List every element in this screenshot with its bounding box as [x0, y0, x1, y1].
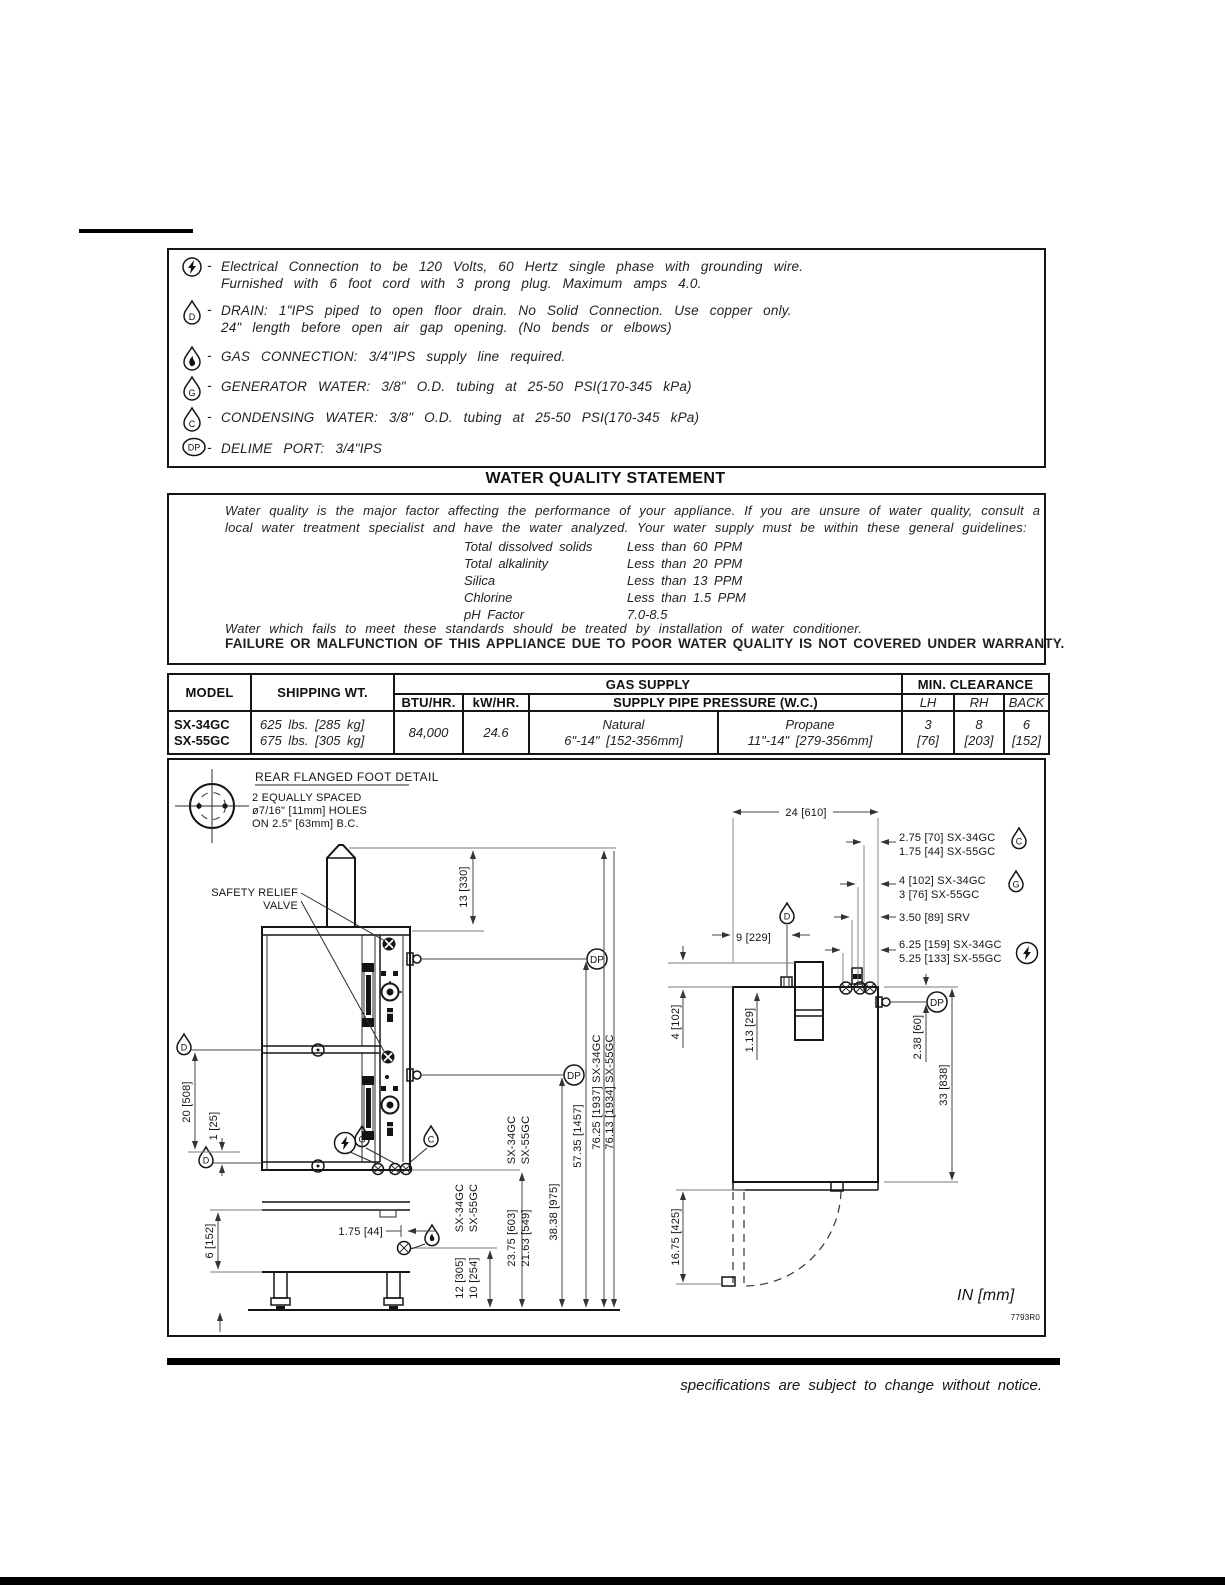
model-label: SX-34GC — [454, 1183, 466, 1233]
foot-detail-title: REAR FLANGED FOOT DETAIL — [255, 770, 439, 784]
dim-20: 20 [508] — [181, 1081, 193, 1123]
cell-btu: 84,000 — [394, 711, 463, 754]
dim-24: 24 [610] — [785, 807, 827, 819]
safety-relief-label2: VALVE — [263, 900, 298, 912]
svg-text:G: G — [1012, 879, 1020, 890]
col-pressure: SUPPLY PIPE PRESSURE (W.C.) — [529, 694, 902, 711]
cell-lh: 3 [76] — [902, 711, 954, 754]
cell-natural: Natural 6"-14" [152-356mm] — [529, 711, 718, 754]
dim-6: 6 [152] — [204, 1223, 216, 1259]
gas-icon — [181, 345, 207, 376]
note-dash: - — [207, 409, 212, 424]
footer-note: specifications are subject to change without notice. — [680, 1377, 1042, 1394]
svg-text:D: D — [783, 911, 791, 922]
svg-text:DP: DP — [187, 442, 201, 453]
dim-7613: 76.13 [1934] SX-55GC — [604, 1034, 616, 1150]
svg-text:D: D — [188, 312, 196, 322]
cell-propane: Propane 11"-14" [279-356mm] — [718, 711, 902, 754]
front-view — [248, 845, 620, 1310]
foot-detail-symbol — [175, 769, 249, 843]
note-dash: - — [207, 348, 212, 363]
model-label: SX-55GC — [520, 1115, 532, 1165]
electrical-icon — [1017, 943, 1038, 964]
wq-label: Total dissolved solids — [464, 539, 593, 554]
dp-label: DP — [567, 1071, 581, 1082]
water-quality-box — [167, 493, 1065, 665]
drain-icon — [177, 1034, 191, 1055]
model-label: SX-55GC — [468, 1183, 480, 1233]
generator-water-icon — [1009, 871, 1023, 892]
utility-connections — [373, 1164, 521, 1175]
dim-1: 1 [25] — [208, 1111, 220, 1141]
wq-closing: Water which fails to meet these standards should be treated by installation of water conditioner. — [225, 621, 863, 636]
front-view-symbols — [177, 887, 439, 1249]
svg-text:G: G — [188, 388, 196, 398]
dp-label: DP — [590, 955, 604, 966]
col-shipping: SHIPPING WT. — [251, 674, 394, 711]
dim-113: 1.13 [29] — [744, 1007, 756, 1053]
col-min-clearance: MIN. CLEARANCE — [902, 674, 1049, 694]
drawing-number: 7793R0 — [1010, 1313, 1040, 1322]
dp-label: DP — [930, 998, 944, 1009]
dim-srv: 3.50 [89] SRV — [899, 912, 970, 924]
dim-175: 1.75 [44] — [338, 1226, 383, 1238]
door-handle-upper — [362, 963, 374, 1027]
wq-value: Less than 20 PPM — [627, 556, 743, 571]
condensing-water-icon — [424, 1126, 438, 1147]
dim-5735: 57.35 [1457] — [572, 1104, 584, 1168]
dim-4: 4 [102] — [670, 1004, 682, 1040]
wq-value: 7.0-8.5 — [627, 607, 668, 622]
delime-port-lower — [407, 1065, 584, 1085]
dim-238: 2.38 [60] — [912, 1014, 924, 1060]
note-drain — [181, 302, 792, 336]
door-handle-lower — [362, 1076, 374, 1140]
svg-text:C: C — [427, 1134, 435, 1145]
col-rh: RH — [954, 694, 1004, 711]
control-panel-lower — [381, 1051, 399, 1137]
note-dash: - — [207, 302, 212, 317]
foot-detail-line3: ON 2.5" [63mm] B.C. — [252, 818, 359, 830]
note-text: Electrical Connection to be 120 Volts, 60 Hertz single phase with grounding wire. Furnished with 6 foot cord with 3 prong plug. Maximum amps 4.0. — [221, 259, 804, 291]
dim-175-plan: 1.75 [44] SX-55GC — [899, 846, 996, 858]
note-text: DRAIN: 1"IPS piped to open floor drain. No Solid Connection. Use copper only. 24" length before open air gap opening. (No bends or elbows) — [221, 303, 792, 335]
note-generator-water — [181, 378, 692, 406]
gas-icon — [425, 1225, 439, 1246]
delime-port-icon — [181, 437, 207, 462]
drain-icon — [181, 299, 207, 330]
dim-525: 5.25 [133] SX-55GC — [899, 953, 1002, 965]
note-gas — [181, 348, 565, 376]
units-label: IN [mm] — [957, 1287, 1015, 1304]
foot-detail-line2: ø7/16" [11mm] HOLES — [252, 805, 368, 817]
dim-7625: 76.25 [1937] SX-34GC — [591, 1034, 603, 1150]
dim-4-off: 4 [102] SX-34GC — [899, 875, 986, 887]
plan-view-dimensions — [668, 807, 1038, 1284]
svg-text:G: G — [358, 1134, 366, 1145]
electrical-icon — [335, 1133, 356, 1154]
drawing-svg — [169, 760, 1044, 1335]
drain-icon — [199, 1147, 213, 1168]
col-btu: BTU/HR. — [394, 694, 463, 711]
svg-text:D: D — [180, 1042, 188, 1053]
condensing-water-icon — [1012, 828, 1026, 849]
wq-paragraph-2: local water treatment specialist and have the water analyzed. Your water supply must be within these general guidelines: — [225, 520, 1027, 535]
wq-warning: FAILURE OR MALFUNCTION OF THIS APPLIANCE DUE TO POOR WATER QUALITY IS NOT COVERED UNDER WARRANTY. — [225, 636, 1065, 651]
cell-back: 6 [152] — [1004, 711, 1049, 754]
foot-detail-text — [252, 770, 439, 830]
page-bottom-bar — [0, 1577, 1225, 1585]
dim-275: 2.75 [70] SX-34GC — [899, 832, 996, 844]
wq-value: Less than 13 PPM — [627, 573, 743, 588]
wq-value: Less than 60 PPM — [627, 539, 743, 554]
cell-shipping: 625 lbs. [285 kg] 675 lbs. [305 kg] — [251, 711, 394, 754]
table-row — [168, 711, 1049, 754]
note-delime-port — [181, 440, 382, 462]
col-kw: kW/HR. — [463, 694, 529, 711]
note-condensing-water — [181, 409, 699, 437]
dim-3838: 38.38 [975] — [548, 1183, 560, 1241]
note-text: CONDENSING WATER: 3/8" O.D. tubing at 25-50 PSI(170-345 kPa) — [221, 410, 700, 425]
electrical-icon — [181, 255, 207, 284]
dim-625: 6.25 [159] SX-34GC — [899, 939, 1002, 951]
col-gas-supply: GAS SUPPLY — [394, 674, 902, 694]
col-back: BACK — [1004, 694, 1049, 711]
dim-9: 9 [229] — [736, 932, 772, 944]
svg-text:D: D — [202, 1155, 210, 1166]
dim-10: 10 [254] — [468, 1257, 480, 1299]
generator-water-icon — [181, 375, 207, 406]
svg-text:C: C — [188, 419, 196, 429]
col-model: MODEL — [168, 674, 251, 711]
note-text: DELIME PORT: 3/4"IPS — [221, 441, 383, 456]
wq-paragraph-1: Water quality is the major factor affecting the performance of your appliance. If you are unsure of water quality, consult a — [225, 503, 1041, 518]
drain-icon — [780, 903, 794, 924]
wq-label: Chlorine — [464, 590, 513, 605]
wq-label: Silica — [464, 573, 496, 588]
svg-text:C: C — [1015, 836, 1023, 847]
note-dash: - — [207, 378, 212, 393]
note-electrical — [181, 258, 803, 292]
foot-detail-line1: 2 EQUALLY SPACED — [252, 792, 362, 804]
cell-rh: 8 [203] — [954, 711, 1004, 754]
note-dash: - — [207, 258, 212, 273]
note-dash: - — [207, 440, 212, 455]
footer-rule — [167, 1358, 1060, 1365]
note-text: GENERATOR WATER: 3/8" O.D. tubing at 25-50 PSI(170-345 kPa) — [221, 379, 692, 394]
dim-33: 33 [838] — [938, 1064, 950, 1106]
note-text: GAS CONNECTION: 3/4"IPS supply line required. — [221, 349, 566, 364]
control-panel-upper — [381, 938, 402, 1023]
condensing-water-icon — [181, 406, 207, 437]
water-quality-title: WATER QUALITY STATEMENT — [485, 470, 726, 487]
dim-3-off: 3 [76] SX-55GC — [899, 889, 980, 901]
dim-13: 13 [330] — [458, 866, 470, 908]
dim-1675: 16.75 [425] — [670, 1208, 682, 1266]
dim-12: 12 [305] — [454, 1257, 466, 1299]
wq-label: pH Factor — [464, 607, 525, 622]
cell-kw: 24.6 — [463, 711, 529, 754]
wq-label: Total alkalinity — [464, 556, 549, 571]
safety-relief-label: SAFETY RELIEF — [211, 887, 298, 899]
front-view-dimensions — [181, 848, 616, 1332]
spec-table — [167, 673, 1050, 755]
delime-port-upper — [407, 949, 607, 969]
wq-value: Less than 1.5 PPM — [627, 590, 746, 605]
technical-drawing — [167, 758, 1046, 1337]
connection-notes-box — [167, 248, 1046, 468]
cell-models: SX-34GC SX-55GC — [168, 711, 251, 754]
dim-2375: 23.75 [603] — [506, 1209, 518, 1267]
model-label: SX-34GC — [506, 1115, 518, 1165]
dim-2163: 21.63 [549] — [520, 1209, 532, 1267]
top-rule — [79, 229, 193, 233]
col-lh: LH — [902, 694, 954, 711]
